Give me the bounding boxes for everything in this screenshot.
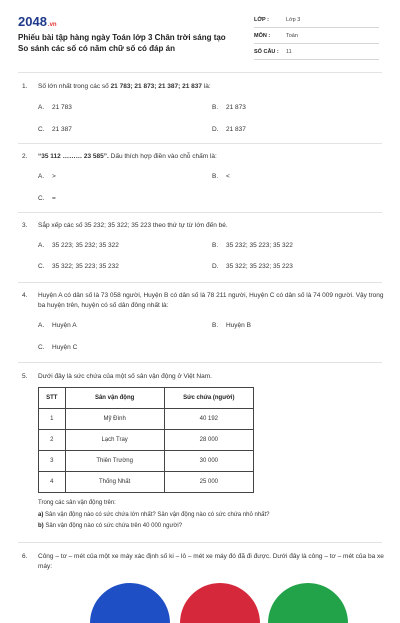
- table-row: 4 Thống Nhất 25 000: [39, 472, 254, 493]
- q3-option-b[interactable]: B. 35 232; 35 223; 35 322: [212, 242, 293, 249]
- table-header-row: [39, 388, 254, 409]
- q2-text: “35 112 ……… 23 585”. Dấu thích hợp điền vào chỗ chấm là:: [38, 153, 217, 160]
- q3-text: Sắp xếp các số 35 232; 35 322; 35 223 theo thứ tự từ lớn đến bé.: [38, 222, 228, 229]
- odometer-dial-green: [268, 583, 348, 623]
- table-header: Sức chứa (người): [164, 388, 253, 409]
- q1-option-c[interactable]: C. 21 387: [38, 126, 72, 133]
- divider: [18, 282, 382, 283]
- q1-text: Số lớn nhất trong các số 21 783; 21 873; 21 387; 21 837 là:: [38, 83, 211, 90]
- divider: [18, 143, 382, 144]
- q1-option-a[interactable]: A. 21 783: [38, 104, 72, 111]
- stadium-table: [38, 387, 254, 493]
- q2-option-b[interactable]: B. <: [212, 173, 230, 180]
- divider: [18, 212, 382, 213]
- q2-option-c[interactable]: C. =: [38, 195, 56, 202]
- meta-question-count: SỐ CÂU : 11: [254, 46, 379, 60]
- divider: [18, 362, 382, 363]
- q4-text: Huyện A có dân số là 73 058 người, Huyện B có dân số là 78 211 người, Huyện C có dân số là 74 009 người. Vậy trong ba huyện trên, huyện có số dân đông nhất là:: [38, 292, 384, 309]
- q3-option-a[interactable]: A. 35 223; 35 232; 35 322: [38, 242, 119, 249]
- q2-number: 2.: [22, 153, 28, 160]
- q3-number: 3.: [22, 222, 28, 229]
- q3-option-c[interactable]: C. 35 322; 35 223; 35 232: [38, 263, 119, 270]
- q4-number: 4.: [22, 292, 28, 299]
- table-row: 3 Thiên Trường 30 000: [39, 451, 254, 472]
- worksheet-header: [0, 0, 400, 68]
- q6-number: 6.: [22, 553, 28, 560]
- site-logo[interactable]: 2048.vn: [18, 14, 57, 29]
- table-header: Sân vận động: [65, 388, 164, 409]
- meta-class: LỚP : Lớp 3: [254, 14, 379, 28]
- q4-option-b[interactable]: B. Huyện B: [212, 322, 251, 329]
- q5-text: Dưới đây là sức chứa của một số sân vận động ở Việt Nam.: [38, 373, 212, 380]
- q5-sub-a: a) Sân vận động nào có sức chứa lớn nhất? Sân vận động nào có sức chứa nhỏ nhất?: [38, 512, 270, 518]
- header-divider: [18, 72, 382, 73]
- table-row: 2 Lạch Tray 28 000: [39, 430, 254, 451]
- q1-option-d[interactable]: D. 21 837: [212, 126, 246, 133]
- q5-sub-b: b) Sân vận động nào có sức chứa trên 40 000 người?: [38, 523, 183, 529]
- divider: [18, 542, 382, 543]
- q6-text: Công – tơ – mét của một xe máy xác định số ki – lô – mét xe máy đó đã đi được. Dưới đây là công – tơ – mét của ba xe máy:: [38, 553, 384, 570]
- odometer-dial-red: [180, 583, 260, 623]
- table-row: 1 Mỹ Đình 40 192: [39, 409, 254, 430]
- q4-option-c[interactable]: C. Huyện C: [38, 344, 78, 351]
- q1-option-b[interactable]: B. 21 873: [212, 104, 246, 111]
- meta-subject: MÔN : Toán: [254, 30, 379, 44]
- q5-intro: Trong các sân vận động trên:: [38, 500, 116, 506]
- table-header: STT: [39, 388, 66, 409]
- q2-option-a[interactable]: A. >: [38, 173, 56, 180]
- q5-number: 5.: [22, 373, 28, 380]
- odometer-dial-blue: [90, 583, 170, 623]
- document-title: Phiếu bài tập hàng ngày Toán lớp 3 Chân trời sáng tạo So sánh các số có năm chữ số có đáp án: [18, 33, 226, 53]
- q1-number: 1.: [22, 83, 28, 90]
- q3-option-d[interactable]: D. 35 322; 35 232; 35 223: [212, 263, 293, 270]
- q4-option-a[interactable]: A. Huyện A: [38, 322, 77, 329]
